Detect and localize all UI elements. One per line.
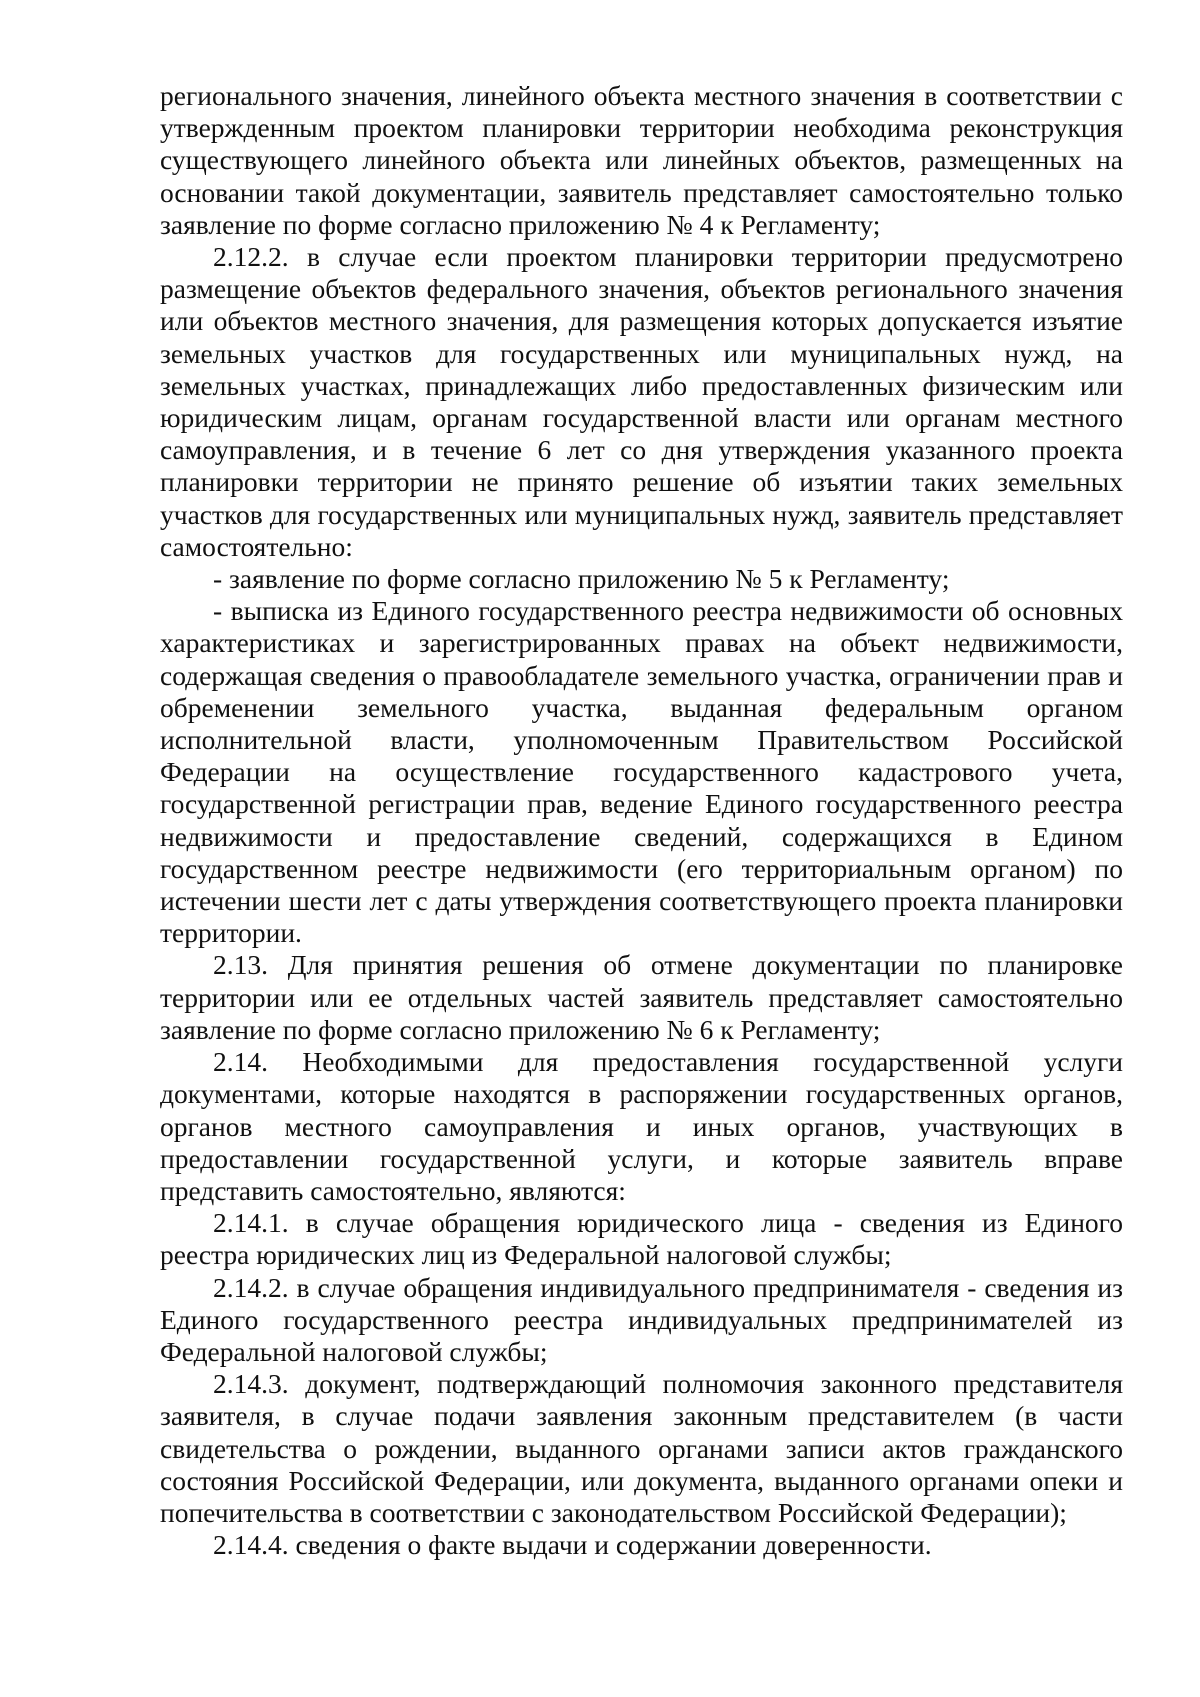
paragraph-2-12-2: 2.12.2. в случае если проектом планировки территории предусмотрено размещение объектов федерального значения, объектов регионального значения или объектов местного значения, для размещения которых допускается изъятие земельных участков для государственных или муниципальных нужд, на земельных участках, принадлежащих либо предоставленных физическим или юридическим лицам, органам государственной власти или органам местного самоуправления, и в течение 6 лет со дня утверждения указанного проекта планировки территории не принято решение об изъятии таких земельных участков для государственных или муниципальных нужд, заявитель представляет самостоятельно:: [160, 241, 1123, 562]
paragraph-2-14-1: 2.14.1. в случае обращения юридического лица - сведения из Единого реестра юридических лиц из Федеральной налоговой службы;: [160, 1207, 1123, 1271]
paragraph-2-14-3: 2.14.3. документ, подтверждающий полномочия законного представителя заявителя, в случае подачи заявления законным представителем (в части свидетельства о рождении, выданного органами записи актов гражданского состояния Российской Федерации, или документа, выданного органами опеки и попечительства в соответствии с законодательством Российской Федерации);: [160, 1368, 1123, 1528]
paragraph-2-13: 2.13. Для принятия решения об отмене документации по планировке территории или ее отдельных частей заявитель представляет самостоятельно заявление по форме согласно приложению № 6 к Регламенту;: [160, 949, 1123, 1045]
paragraph-2-14-4: 2.14.4. сведения о факте выдачи и содержании доверенности.: [213, 1529, 932, 1561]
paragraph-2-14: 2.14. Необходимыми для предоставления государственной услуги документами, которые находятся в распоряжении государственных органов, органов местного самоуправления и иных органов, участвующих в предоставлении государственной услуги, и которые заявитель вправе представить самостоятельно, являются:: [160, 1046, 1123, 1206]
list-item-registry-extract: - выписка из Единого государственного реестра недвижимости об основных характеристиках и зарегистрированных правах на объект недвижимости, содержащая сведения о правообладателе земельного участка, ограничении прав и обременении земельного участка, выданная федеральным органом исполнительной власти, уполномоченным Правительством Российской Федерации на осуществление государственного кадастрового учета, государственной регистрации прав, ведение Единого государственного реестра недвижимости и предоставление сведений, содержащихся в Едином государственном реестре недвижимости (его территориальным органом) по истечении шести лет с даты утверждения соответствующего проекта планировки территории.: [160, 595, 1123, 949]
paragraph-2-14-2: 2.14.2. в случае обращения индивидуального предпринимателя - сведения из Единого государственного реестра индивидуальных предпринимателей из Федеральной налоговой службы;: [160, 1271, 1123, 1367]
document-page: [160, 80, 1123, 1561]
list-item-application-form-5: - заявление по форме согласно приложению № 5 к Регламенту;: [213, 563, 950, 595]
paragraph-continuation: регионального значения, линейного объекта местного значения в соответствии с утвержденным проектом планировки территории необходима реконструкция существующего линейного объекта или линейных объектов, размещенных на основании такой документации, заявитель представляет самостоятельно только заявление по форме согласно приложению № 4 к Регламенту;: [160, 80, 1123, 240]
